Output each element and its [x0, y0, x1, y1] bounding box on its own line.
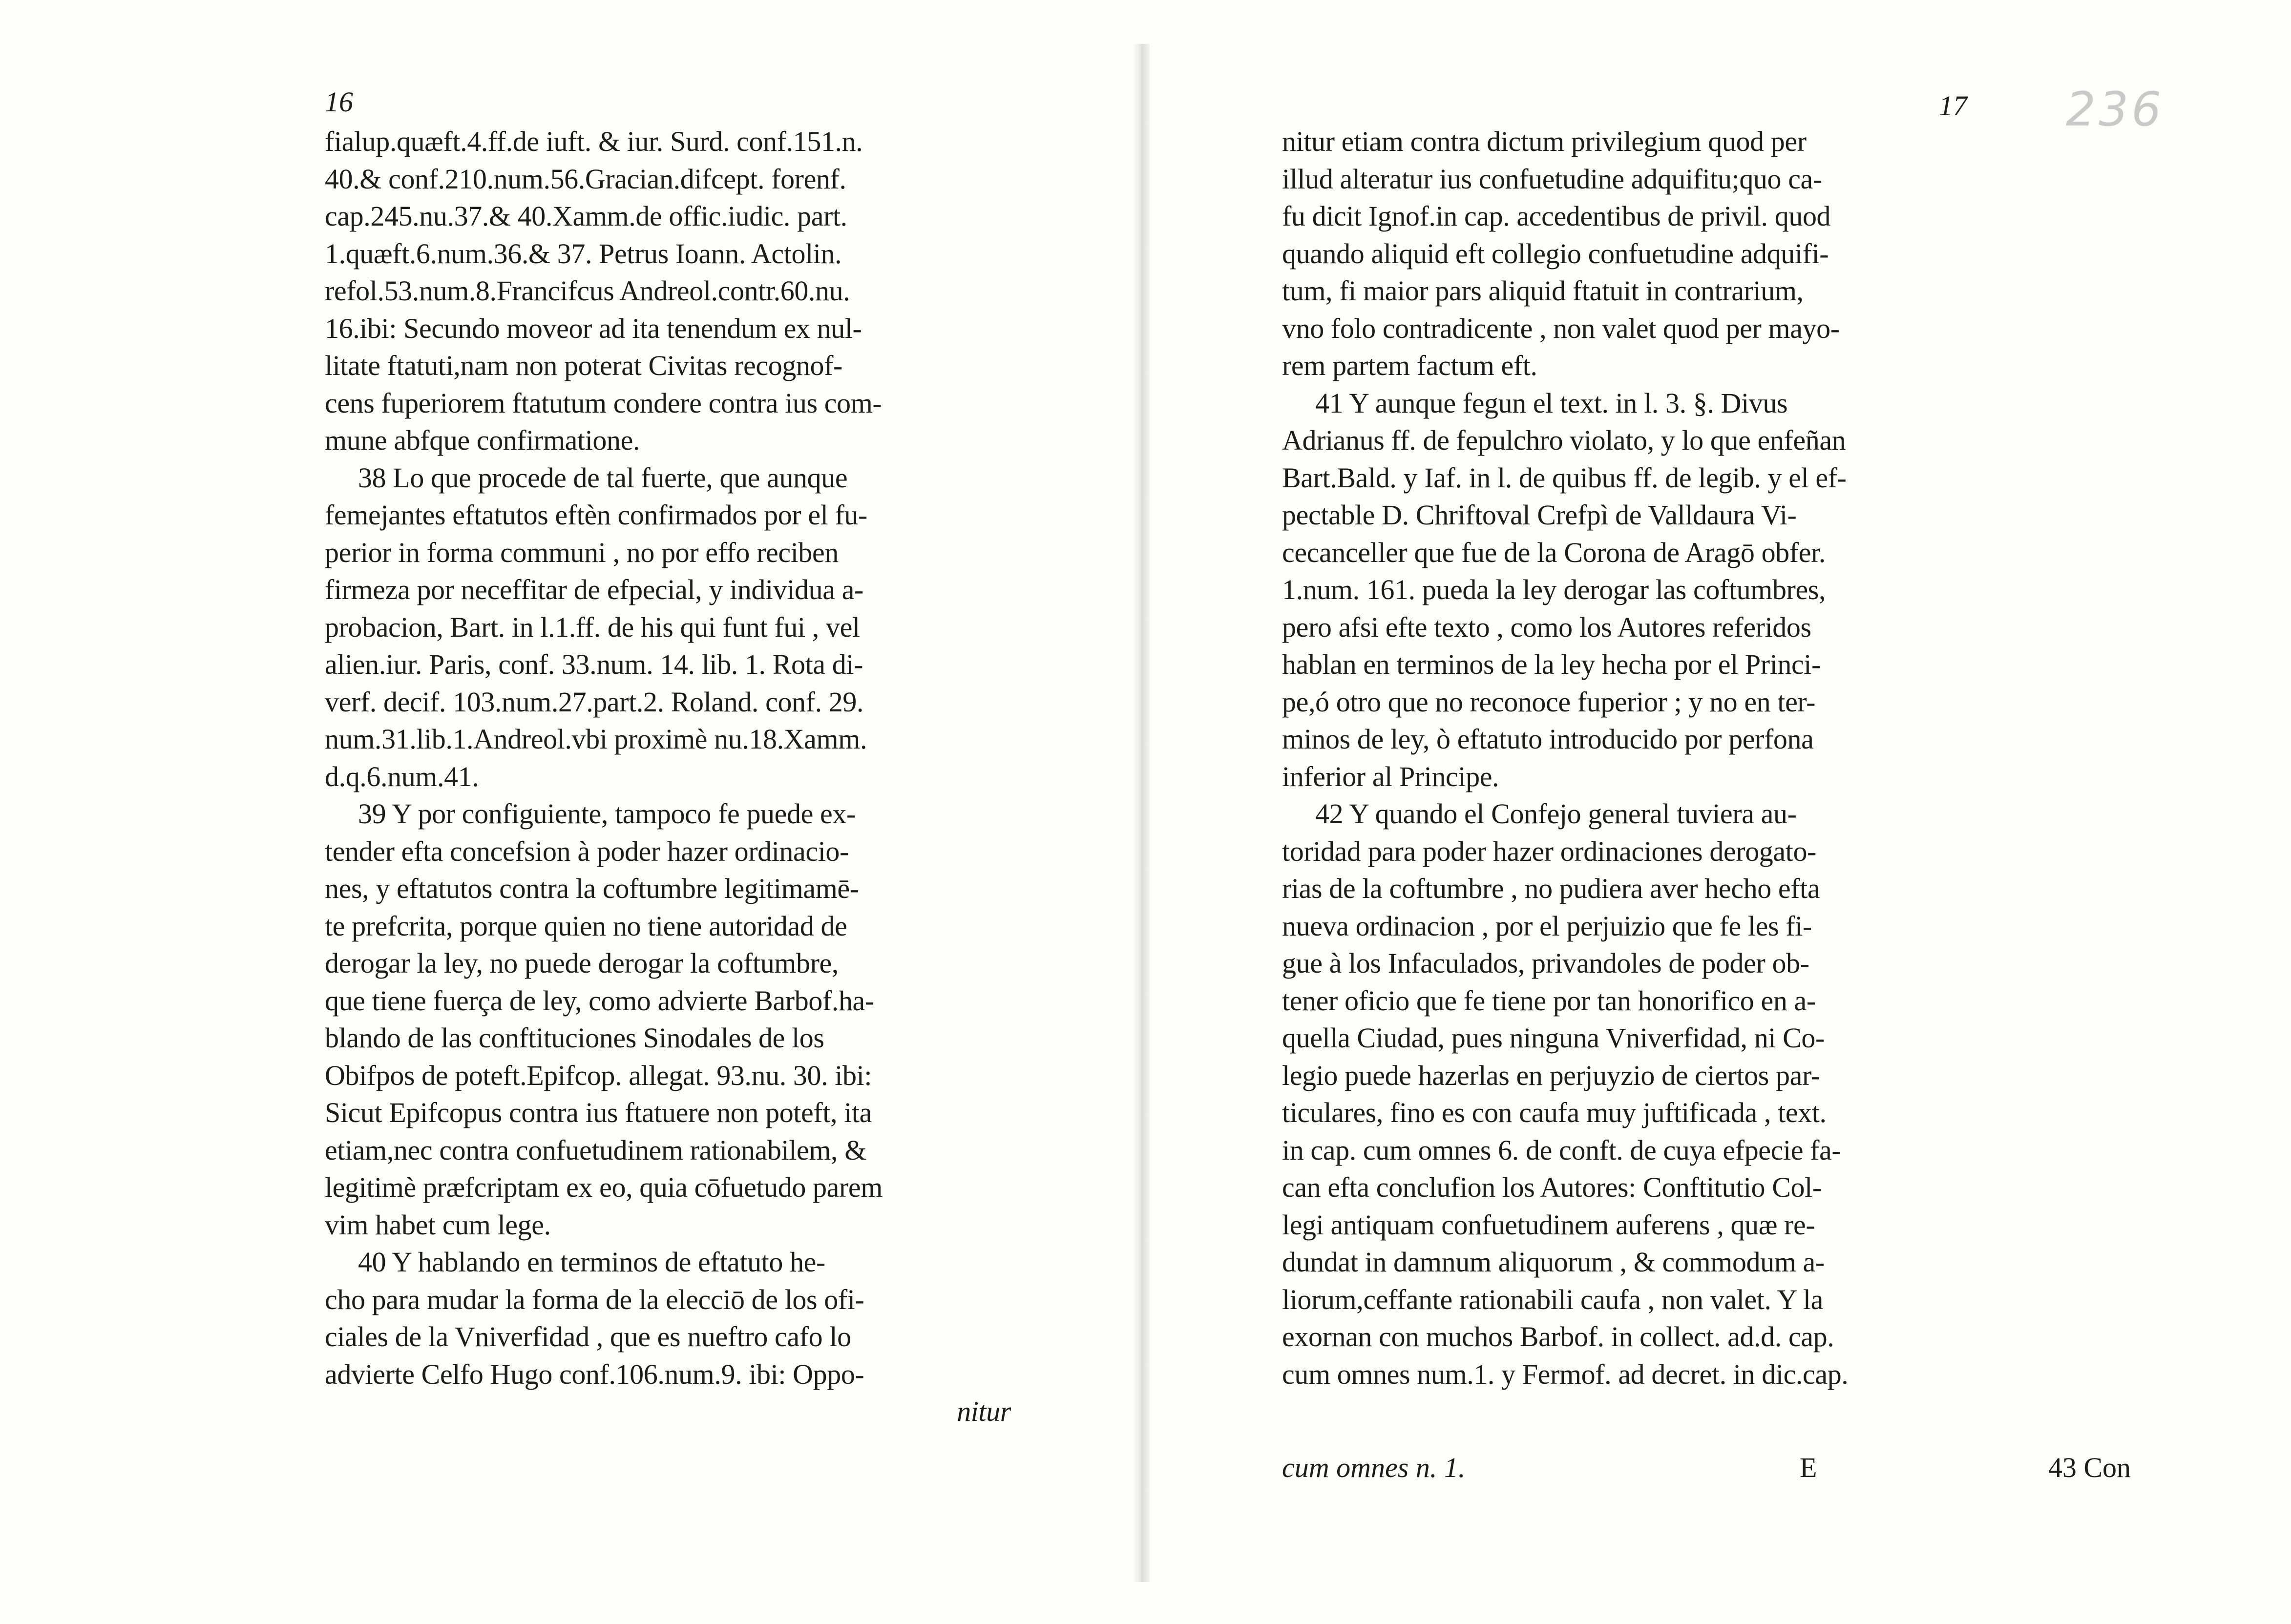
right-page-text [1282, 123, 2131, 1393]
text-line: cens fuperiorem ftatutum condere contra ius com- [325, 387, 882, 419]
text-line: probacion, Bart. in l.1.ff. de his qui funt fui , vel [325, 611, 860, 643]
text-line: tener oficio que fe tiene por tan honorifico en a- [1282, 984, 1816, 1017]
text-line: Sicut Epifcopus contra ius ftatuere non poteft, ita [325, 1097, 872, 1128]
text-line: quella Ciudad, pues ninguna Vniverfidad, ni Co- [1282, 1022, 1825, 1054]
text-line: nes, y eftatutos contra la coftumbre legitimamē- [325, 873, 859, 904]
text-line: gue à los Infaculados, privandoles de poder ob- [1282, 947, 1809, 979]
text-line: dundat in damnum aliquorum , & commodum a- [1282, 1246, 1825, 1278]
text-line: rias de la coftumbre , no pudiera aver hecho efta [1282, 873, 1820, 904]
text-line: firmeza por neceffitar de efpecial, y individua a- [325, 574, 863, 605]
text-line: cho para mudar la forma de la elecciō de los ofi- [325, 1283, 864, 1315]
text-line: Adrianus ff. de fepulchro violato, y lo que enfeñan [1282, 424, 1846, 456]
text-line: hablan en terminos de la ley hecha por el Princi- [1282, 648, 1821, 680]
text-line: ticulares, fino es con caufa muy juftificada , text. [1282, 1097, 1827, 1128]
text-line: litate ftatuti,nam non poterat Civitas recognof- [325, 350, 842, 381]
text-line: liorum,ceffante rationabili caufa , non valet. Y la [1282, 1283, 1823, 1315]
text-line: 40.& conf.210.num.56.Gracian.difcept. forenf. [325, 163, 846, 195]
text-line: tender efta concefsion à poder hazer ordinacio- [325, 835, 849, 867]
text-line: blando de las conftituciones Sinodales de los [325, 1022, 824, 1054]
text-line: toridad para poder hazer ordinaciones derogato- [1282, 835, 1816, 867]
text-line: tum, fi maior pars aliquid ftatuit in contrarium, [1282, 275, 1804, 307]
text-line: d.q.6.num.41. [325, 760, 479, 792]
text-line: nitur etiam contra dictum privilegium quod per [1282, 125, 1807, 157]
text-line: etiam,nec contra confuetudinem rationabilem, & [325, 1134, 866, 1166]
text-line: perior in forma communi , no por effo reciben [325, 536, 839, 568]
text-line: verf. decif. 103.num.27.part.2. Roland. conf. 29. [325, 686, 864, 718]
footer-citation: cum omnes n. 1. [1282, 1452, 1466, 1483]
text-line: inferior al Principe. [1282, 760, 1499, 792]
text-line: 39 Y por configuiente, tampoco fe puede ex- [358, 798, 856, 830]
text-line: legitimè præfcriptam ex eo, quia cōfuetudo parem [325, 1171, 883, 1203]
text-line: rem partem factum eft. [1282, 350, 1537, 381]
text-line: 38 Lo que procede de tal fuerte, que aunque [358, 461, 848, 494]
handwritten-folio-annotation: 236 [2066, 82, 2165, 137]
text-line: legi antiquam confuetudinem auferens , quæ re- [1282, 1208, 1815, 1241]
text-line: refol.53.num.8.Francifcus Andreol.contr.60.nu. [325, 275, 850, 307]
text-line: pero afsi efte texto , como los Autores referidos [1282, 611, 1811, 643]
text-line: Obifpos de poteft.Epifcop. allegat. 93.nu. 30. ibi: [325, 1059, 872, 1091]
text-line: 41 Y aunque fegun el text. in l. 3. §. Divus [1315, 387, 1788, 419]
text-line: fialup.quæft.4.ff.de iuft. & iur. Surd. conf.151.n. [325, 125, 863, 157]
text-line: te prefcrita, porque quien no tiene autoridad de [325, 910, 847, 942]
text-line: derogar la ley, no puede derogar la coftumbre, [325, 947, 839, 979]
left-page-text [325, 123, 1011, 1431]
book-gutter [1132, 44, 1150, 1582]
text-line: cecanceller que fue de la Corona de Aragō obfer. [1282, 536, 1826, 568]
text-line: nueva ordinacion , por el perjuizio que fe les fi- [1282, 910, 1812, 942]
text-line: can efta conclufion los Autores: Conftitutio Col- [1282, 1171, 1822, 1203]
left-page-number: 16 [325, 86, 353, 118]
text-line: pectable D. Chriftoval Crefpì de Valldaura Vi- [1282, 499, 1797, 531]
signature-mark: E [1800, 1452, 1817, 1483]
text-line: legio puede hazerlas en perjuyzio de ciertos par- [1282, 1059, 1820, 1091]
text-line: 40 Y hablando en terminos de eftatuto he- [358, 1246, 825, 1278]
text-line: femejantes eftatutos eftèn confirmados por el fu- [325, 499, 867, 531]
right-page [1148, 0, 2291, 1624]
text-line: alien.iur. Paris, conf. 33.num. 14. lib. 1. Rota di- [325, 648, 863, 680]
catchword: 43 Con [2048, 1452, 2131, 1483]
left-page [0, 0, 1133, 1624]
text-line: 1.num. 161. pueda la ley derogar las coftumbres, [1282, 574, 1826, 605]
text-line: quando aliquid eft collegio confuetudine adquifi- [1282, 237, 1829, 270]
text-line: pe,ó otro que no reconoce fuperior ; y no en ter- [1282, 686, 1816, 718]
right-page-footer [1282, 1449, 2131, 1487]
text-line: vim habet cum lege. [325, 1208, 551, 1241]
text-line: num.31.lib.1.Andreol.vbi proximè nu.18.Xamm. [325, 723, 867, 755]
text-line: exornan con muchos Barbof. in collect. ad.d. cap. [1282, 1321, 1834, 1353]
text-line: in cap. cum omnes 6. de conft. de cuya efpecie fa- [1282, 1134, 1841, 1166]
catchword: nitur [957, 1395, 1011, 1427]
text-line: Bart.Bald. y Iaf. in l. de quibus ff. de legib. y el ef- [1282, 461, 1847, 494]
text-line: 1.quæft.6.num.36.& 37. Petrus Ioann. Actolin. [325, 237, 842, 270]
text-line: minos de ley, ò eftatuto introducido por perfona [1282, 723, 1814, 755]
text-line: advierte Celfo Hugo conf.106.num.9. ibi: Oppo- [325, 1358, 864, 1390]
text-line: cap.245.nu.37.& 40.Xamm.de offic.iudic. part. [325, 200, 847, 232]
text-line: fu dicit Ignof.in cap. accedentibus de privil. quod [1282, 200, 1831, 232]
right-page-number: 17 [1939, 90, 1967, 122]
text-line: illud alteratur ius confuetudine adquifitu;quo ca- [1282, 163, 1822, 195]
text-line: 42 Y quando el Confejo general tuviera au- [1315, 798, 1797, 830]
text-line: 16.ibi: Secundo moveor ad ita tenendum ex nul- [325, 312, 862, 344]
text-line: mune abfque confirmatione. [325, 424, 640, 456]
text-line: vno folo contradicente , non valet quod per mayo- [1282, 312, 1840, 344]
text-line: cum omnes num.1. y Fermof. ad decret. in dic.cap. [1282, 1358, 1849, 1390]
text-line: que tiene fuerça de ley, como advierte Barbof.ha- [325, 984, 874, 1017]
text-line: ciales de la Vniverfidad , que es nueftro cafo lo [325, 1321, 851, 1353]
